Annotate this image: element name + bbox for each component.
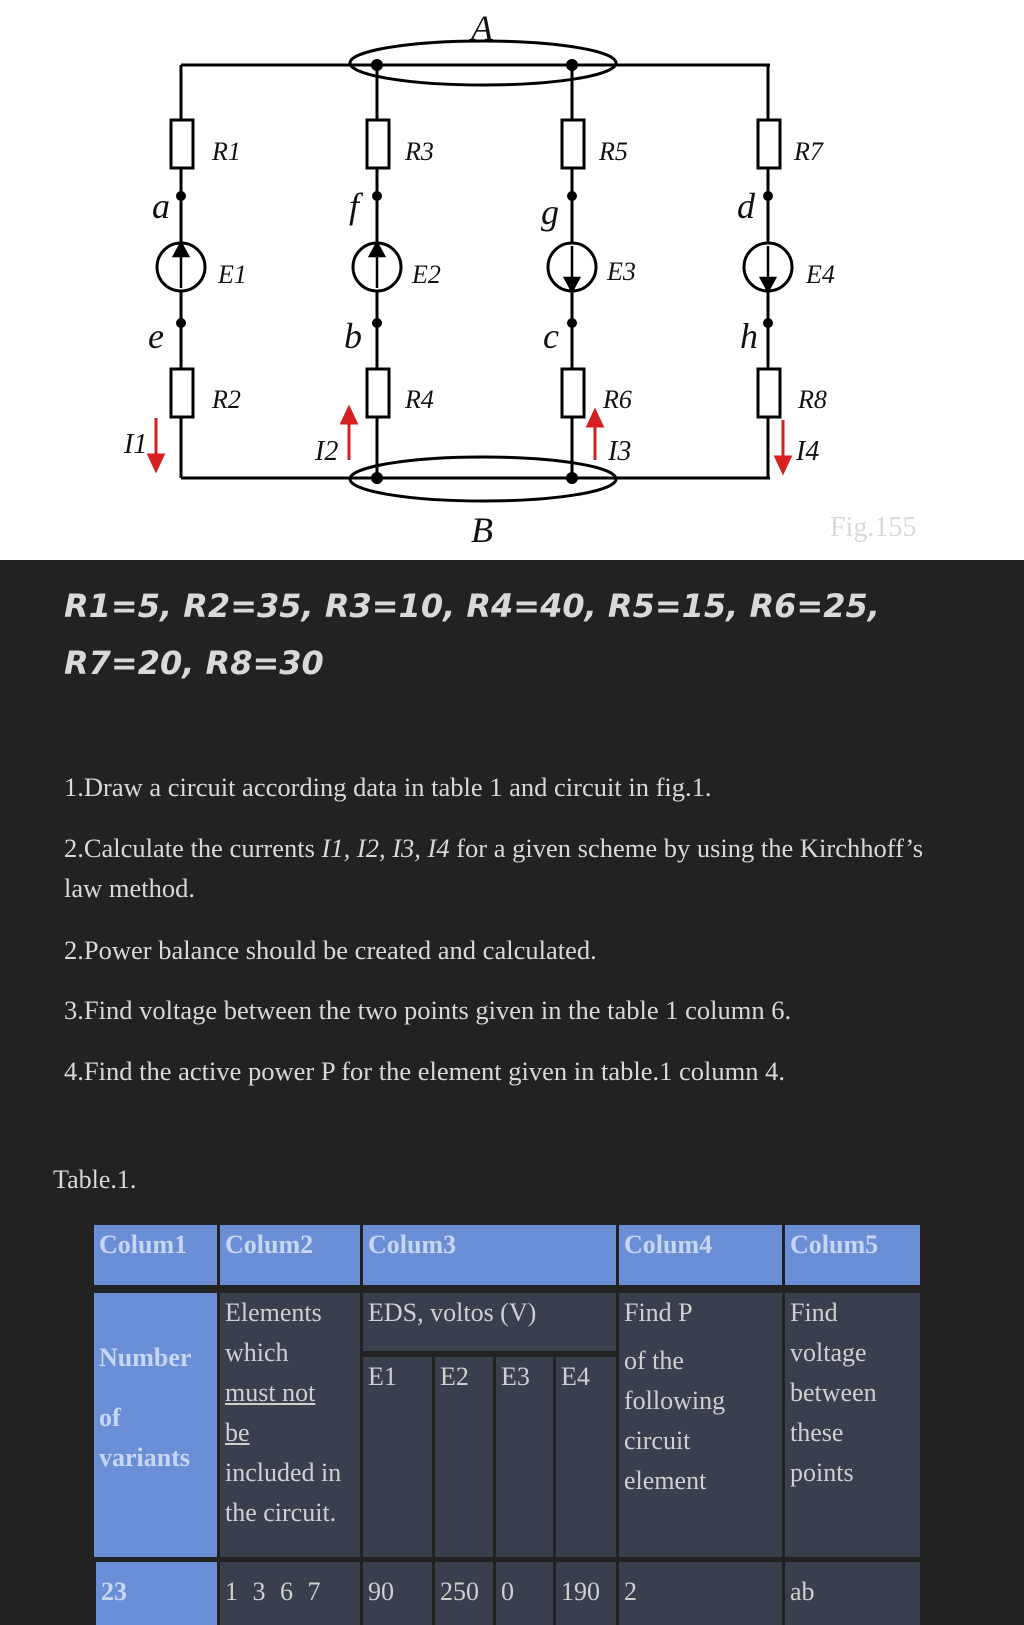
col2-line: Elements xyxy=(225,1298,322,1327)
node-h-label: h xyxy=(740,316,758,356)
e1-label: E1 xyxy=(218,260,247,289)
task-2-text-a: 2.Calculate the currents xyxy=(64,833,315,863)
col2-line: be xyxy=(225,1418,250,1447)
node-f-label: f xyxy=(349,186,360,226)
task-2-text-b: for a given scheme by using the Kirchhoff’s law method. xyxy=(64,833,924,903)
col3-e2-header: E2 xyxy=(435,1357,493,1557)
col4-line: element xyxy=(624,1466,707,1495)
table-label: Table.1. xyxy=(53,1165,137,1194)
col3-e3-header: E3 xyxy=(496,1357,553,1557)
col3-e4-header: E4 xyxy=(556,1357,616,1557)
col3-e1-header: E1 xyxy=(363,1357,432,1557)
r6-label: R6 xyxy=(603,385,632,414)
r3-label: R3 xyxy=(405,137,434,166)
i4-label: I4 xyxy=(796,436,820,467)
cell-e2: 250 xyxy=(435,1562,493,1625)
resistor-r4 xyxy=(367,369,389,417)
col5-description xyxy=(785,1293,920,1557)
r5-label: R5 xyxy=(599,137,628,166)
cell-variant: 23 xyxy=(96,1562,217,1625)
cell-points: ab xyxy=(785,1562,920,1625)
node-a-small-label: a xyxy=(152,186,170,226)
r2-label: R2 xyxy=(212,385,241,414)
r4-label: R4 xyxy=(405,385,434,414)
resistor-r2 xyxy=(171,369,193,417)
circuit-diagram xyxy=(0,0,1024,560)
col4-description xyxy=(619,1293,782,1557)
task-1: 1.Draw a circuit according data in table 1 and circuit in fig.1. xyxy=(64,772,712,802)
cell-e3: 0 xyxy=(496,1562,553,1625)
e3-label: E3 xyxy=(607,257,636,286)
col5-line: points xyxy=(790,1458,854,1487)
header-colum5: Colum5 xyxy=(785,1225,920,1285)
node-b-small-label: b xyxy=(344,316,362,356)
task-2 xyxy=(64,828,964,908)
resistor-r8 xyxy=(758,369,780,417)
col1-line: variants xyxy=(99,1443,190,1472)
r8-label: R8 xyxy=(798,385,827,414)
resistor-r5 xyxy=(562,120,584,168)
e4-label: E4 xyxy=(806,260,835,289)
e2-label: E2 xyxy=(412,260,441,289)
col2-line: the circuit. xyxy=(225,1498,337,1527)
col4-line: following xyxy=(624,1386,726,1415)
resistor-r7 xyxy=(758,120,780,168)
resistor-r1 xyxy=(171,120,193,168)
cell-e1: 90 xyxy=(363,1562,432,1625)
r1-label: R1 xyxy=(212,137,241,166)
task-4: 4.Find the active power P for the element given in table.1 column 4. xyxy=(64,1056,785,1086)
cell-e4: 190 xyxy=(556,1562,616,1625)
col2-line: included in xyxy=(225,1458,342,1487)
col2-line: which xyxy=(225,1338,289,1367)
header-colum3: Colum3 xyxy=(363,1225,616,1285)
col1-line: Number xyxy=(99,1343,192,1372)
col5-line: voltage xyxy=(790,1338,867,1367)
r7-label: R7 xyxy=(794,137,823,166)
figure-caption: Fig.155 xyxy=(830,512,917,543)
node-d-label: d xyxy=(737,186,755,226)
col1-line: of xyxy=(99,1403,121,1432)
col4-line: circuit xyxy=(624,1426,691,1455)
col4-line: Find P xyxy=(624,1298,693,1327)
header-colum2: Colum2 xyxy=(220,1225,360,1285)
col5-line: between xyxy=(790,1378,877,1407)
col4-line: of the xyxy=(624,1346,684,1375)
resistor-r6 xyxy=(562,369,584,417)
i2-label: I2 xyxy=(315,436,339,467)
col2-description xyxy=(220,1293,360,1557)
node-b-label: B xyxy=(471,510,493,550)
resistor-r3 xyxy=(367,120,389,168)
header-colum1: Colum1 xyxy=(94,1225,217,1285)
node-c-label: c xyxy=(543,316,559,356)
resistor-values: R1=5, R2=35, R3=10, R4=40, R5=15, R6=25, R7=20, R8=30 xyxy=(64,587,880,682)
cell-find-p: 2 xyxy=(619,1562,782,1625)
col5-line: these xyxy=(790,1418,844,1447)
col2-line: must not xyxy=(225,1378,316,1407)
col1-description xyxy=(94,1293,217,1557)
col3-title: EDS, voltos (V) xyxy=(363,1293,616,1351)
header-colum4: Colum4 xyxy=(619,1225,782,1285)
node-e-label: e xyxy=(148,316,164,356)
task-3: 3.Find voltage between the two points given in the table 1 column 6. xyxy=(64,995,792,1025)
task-2-currents: I1, I2, I3, I4 xyxy=(321,833,450,863)
task-power-balance: 2.Power balance should be created and calculated. xyxy=(64,935,597,965)
i1-label: I1 xyxy=(124,429,148,460)
node-g-label: g xyxy=(541,192,559,232)
cell-elements: 1 3 6 7 xyxy=(220,1562,360,1625)
i3-label: I3 xyxy=(608,436,632,467)
col5-line: Find xyxy=(790,1298,838,1327)
node-a-label: A xyxy=(471,8,493,48)
